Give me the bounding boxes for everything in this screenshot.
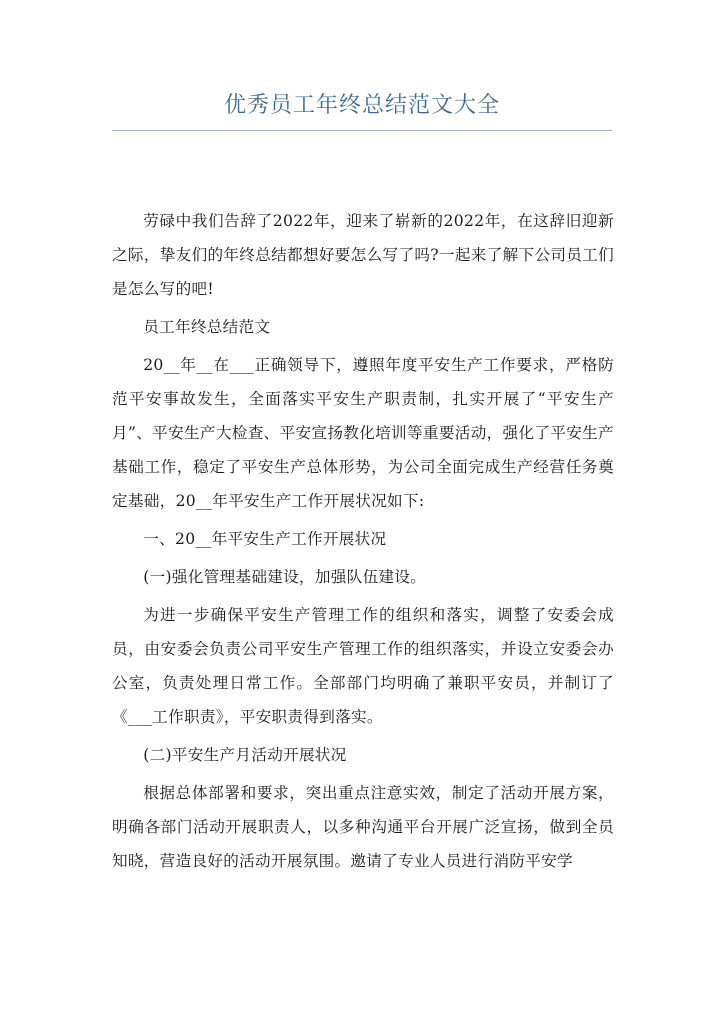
document-title: 优秀员工年终总结范文大全: [223, 93, 500, 118]
title-divider: [112, 130, 612, 131]
body-paragraph: 20__年__在___正确领导下，遵照年度平安生产工作要求，严格防范平安事故发生，全面落实平安生产职责制，扎实开展了“平安生产月”、平安生产大检查、平安宣扬教化培训等重要活动，强化了平安生产基础工作，稳定了平安生产总体形势，为公司全面完成生产经营任务奠定基础，20__年平安生产工作开展状况如下:: [112, 356, 614, 510]
document-body: [112, 204, 614, 878]
subsection-heading: (一)强化管理基础建设，加强队伍建设。: [143, 568, 427, 586]
subsection-heading: (二)平安生产月活动开展状况: [143, 746, 347, 764]
section-heading: 一、20__年平安生产工作开展状况: [143, 530, 387, 548]
body-paragraph: 根据总体部署和要求，突出重点注意实效，制定了活动开展方案，明确各部门活动开展职责人，以多种沟通平台开展广泛宣扬，做到全员知晓，营造良好的活动开展氛围。邀请了专业人员进行消防平安学: [112, 784, 614, 870]
section-subtitle: 员工年终总结范文: [143, 318, 271, 336]
intro-paragraph: 劳碌中我们告辞了2022年，迎来了崭新的2022年，在这辞旧迎新之际，挚友们的年终总结都想好要怎么写了吗?一起来了解下公司员工们是怎么写的吧!: [112, 212, 614, 298]
body-paragraph: 为进一步确保平安生产管理工作的组织和落实，调整了安委会成员，由安委会负责公司平安生产管理工作的组织落实，并设立安委会办公室，负责处理日常工作。全部部门均明确了兼职平安员，并制订了《___工作职责》，平安职责得到落实。: [112, 606, 614, 726]
